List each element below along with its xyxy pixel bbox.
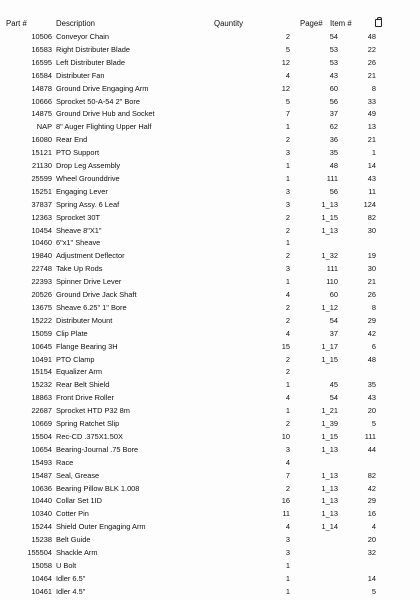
item-number: 21 — [367, 277, 376, 287]
table-row — [0, 573, 420, 585]
table-row — [0, 392, 420, 404]
description: Distributer Mount — [56, 315, 113, 325]
description: Race — [56, 457, 74, 467]
quantity: 7 — [285, 109, 290, 119]
page-number: 1_13 — [321, 444, 338, 454]
table-row — [0, 263, 420, 275]
item-number: 26 — [367, 57, 376, 67]
table-row — [0, 160, 420, 172]
item-number: 29 — [367, 496, 376, 506]
table-row — [0, 470, 420, 482]
part-number: 14875 — [31, 109, 52, 119]
part-number: 10636 — [31, 483, 52, 493]
item-number: 42 — [367, 328, 376, 338]
cart-icon — [375, 19, 382, 27]
table-row — [0, 44, 420, 56]
part-number: 22748 — [31, 264, 52, 274]
part-number: 155504 — [27, 548, 52, 557]
item-number: 111 — [364, 431, 376, 441]
part-number: 10666 — [31, 96, 52, 106]
item-number: 82 — [367, 470, 376, 480]
page-number: 43 — [329, 70, 338, 80]
part-number: 13675 — [31, 302, 52, 312]
quantity: 2 — [285, 32, 290, 41]
part-number: 10654 — [31, 444, 52, 454]
header-page-number: Page# — [300, 19, 323, 28]
part-number: 10464 — [31, 573, 52, 583]
part-number: 15121 — [31, 148, 52, 158]
quantity: 2 — [285, 251, 290, 261]
header-description: Description — [56, 19, 95, 28]
table-row — [0, 483, 420, 495]
quantity: 2 — [285, 367, 290, 377]
quantity: 4 — [285, 70, 290, 80]
part-number: 12363 — [31, 212, 52, 222]
page-number: 60 — [329, 83, 338, 93]
description: Shield Outer Engaging Arm — [56, 522, 146, 532]
description: Ground Drive Hub and Socket — [56, 109, 155, 119]
description: Left Distributer Blade — [56, 57, 126, 67]
part-number: 10645 — [31, 341, 52, 351]
description: Sheave 8"X1" — [56, 225, 102, 235]
page-number: 110 — [326, 277, 338, 287]
item-number: 48 — [367, 32, 376, 41]
page-number: 56 — [329, 186, 338, 196]
table-row — [0, 225, 420, 237]
item-number: 44 — [367, 444, 376, 454]
quantity: 1 — [285, 560, 290, 570]
description: Sprocket HTD P32 8m — [56, 406, 130, 416]
table-row — [0, 108, 420, 120]
item-number: 26 — [367, 290, 376, 299]
page-number: 111 — [326, 264, 338, 274]
quantity: 1 — [285, 406, 290, 416]
table-row — [0, 173, 420, 185]
part-number: 15059 — [31, 328, 52, 338]
table-row — [0, 250, 420, 262]
part-number: 10440 — [31, 496, 52, 506]
quantity: 15 — [281, 341, 290, 351]
page-number: 111 — [326, 173, 338, 183]
description: Wheel Grounddrive — [56, 173, 120, 183]
quantity: 7 — [285, 470, 290, 480]
description: Spring Ratchet Slip — [56, 419, 120, 428]
table-header — [0, 18, 420, 30]
item-number: 49 — [367, 109, 376, 119]
table-row — [0, 495, 420, 507]
quantity: 1 — [285, 238, 290, 248]
part-number: 15238 — [31, 535, 52, 545]
table-row — [0, 134, 420, 146]
page-number: 1_12 — [321, 302, 338, 312]
description: Distributer Fan — [56, 70, 105, 80]
part-number: 10340 — [31, 509, 52, 519]
page-number: 1_17 — [321, 341, 338, 351]
quantity: 2 — [285, 419, 290, 428]
page-number: 1_13 — [321, 509, 338, 519]
quantity: 3 — [285, 186, 290, 196]
page-number: 54 — [329, 32, 338, 41]
page-number: 1_13 — [321, 470, 338, 480]
item-number: 35 — [367, 380, 376, 390]
description: Take Up Rods — [56, 264, 103, 274]
table-row — [0, 96, 420, 108]
item-number: 43 — [367, 393, 376, 403]
item-number: 30 — [367, 264, 376, 274]
header-quantity: Qauntity — [214, 19, 244, 28]
page-number: 1_39 — [321, 419, 338, 428]
quantity: 2 — [285, 302, 290, 312]
part-number: 14878 — [31, 83, 52, 93]
table-row — [0, 302, 420, 314]
description: Rear Belt Shield — [56, 380, 110, 390]
table-row — [0, 57, 420, 69]
item-number: 16 — [367, 509, 376, 519]
part-number: 10669 — [31, 419, 52, 428]
item-number: 21 — [367, 135, 376, 145]
part-number: 16080 — [31, 135, 52, 145]
page-number: 35 — [329, 148, 338, 158]
item-number: 4 — [371, 522, 376, 532]
description: Ground Drive Engaging Arm — [56, 83, 149, 93]
description: Ground Drive Jack Shaft — [56, 290, 137, 299]
page-number: 1_13 — [321, 483, 338, 493]
table-row — [0, 186, 420, 198]
item-number: 21 — [367, 70, 376, 80]
table-row — [0, 431, 420, 443]
item-number: 42 — [367, 483, 376, 493]
quantity: 2 — [285, 483, 290, 493]
part-number: 18863 — [31, 393, 52, 403]
table-row — [0, 366, 420, 378]
table-row — [0, 354, 420, 366]
quantity: 1 — [285, 277, 290, 287]
quantity: 2 — [285, 225, 290, 235]
table-row — [0, 83, 420, 95]
page-number: 45 — [329, 380, 338, 390]
table-row — [0, 328, 420, 340]
page-number: 54 — [329, 393, 338, 403]
quantity: 5 — [285, 96, 290, 106]
part-number: 16584 — [31, 70, 52, 80]
description: Engaging Lever — [56, 186, 108, 196]
quantity: 4 — [285, 522, 290, 532]
table-row — [0, 70, 420, 82]
item-number: 8 — [371, 302, 376, 312]
header-item-number: Item # — [330, 19, 352, 28]
quantity: 16 — [281, 496, 290, 506]
item-number: 14 — [367, 573, 376, 583]
item-number: 20 — [367, 406, 376, 416]
quantity: 1 — [285, 573, 290, 583]
part-number: 15487 — [31, 470, 52, 480]
item-number: 29 — [367, 315, 376, 325]
quantity: 12 — [281, 57, 290, 67]
part-number: 10454 — [31, 225, 52, 235]
quantity: 5 — [285, 44, 290, 54]
page-number: 1_32 — [321, 251, 338, 261]
quantity: 3 — [285, 148, 290, 158]
quantity: 2 — [285, 135, 290, 145]
table-row — [0, 521, 420, 533]
quantity: 11 — [282, 509, 290, 519]
quantity: 1 — [285, 586, 290, 596]
page-number: 56 — [329, 96, 338, 106]
quantity: 4 — [285, 290, 290, 299]
item-number: 30 — [367, 225, 376, 235]
description: U Bolt — [56, 560, 77, 570]
description: PTO Support — [56, 148, 99, 158]
item-number: 43 — [367, 173, 376, 183]
description: Sprocket 30T — [56, 212, 100, 222]
part-number: 21130 — [31, 161, 52, 170]
page-number: 1_15 — [321, 354, 338, 364]
item-number: 5 — [371, 586, 376, 596]
page-number: 1_14 — [321, 522, 338, 532]
part-number: 16595 — [31, 57, 52, 67]
part-number: NAP — [36, 122, 52, 132]
part-number: 15504 — [31, 431, 52, 441]
page-number: 53 — [329, 44, 338, 54]
table-row — [0, 534, 420, 546]
description: Sprocket 50-A-54 2" Bore — [56, 96, 140, 106]
quantity: 12 — [281, 83, 290, 93]
page-number: 37 — [329, 328, 338, 338]
table-row — [0, 508, 420, 520]
part-number: 19840 — [31, 251, 52, 261]
part-number: 37837 — [31, 199, 52, 209]
part-number: 10491 — [31, 354, 52, 364]
page-number: 53 — [329, 57, 338, 67]
table-row — [0, 560, 420, 572]
quantity: 3 — [285, 264, 290, 274]
item-number: 1 — [371, 148, 376, 158]
description: 6"x1" Sheave — [56, 238, 101, 248]
description: Drop Leg Assembly — [56, 161, 121, 170]
part-number: 15222 — [31, 315, 52, 325]
description: Cotter Pin — [56, 509, 89, 519]
table-row — [0, 547, 420, 559]
quantity: 2 — [285, 354, 290, 364]
description: Collar Set 1ID — [56, 496, 103, 506]
description: Idler 4.5" — [56, 586, 86, 596]
page-number: 54 — [329, 315, 338, 325]
description: Adjustment Deflector — [56, 251, 125, 261]
part-number: 15244 — [31, 522, 52, 532]
part-number: 15232 — [31, 380, 52, 390]
quantity: 1 — [285, 161, 290, 170]
table-row — [0, 147, 420, 159]
item-number: 19 — [367, 251, 376, 261]
item-number: 13 — [367, 122, 376, 132]
part-number: 10460 — [31, 238, 52, 248]
description: Seal, Grease — [56, 470, 100, 480]
description: Bearing Pillow BLK 1.008 — [56, 483, 140, 493]
description: Front Drive Roller — [56, 393, 114, 403]
table-row — [0, 276, 420, 288]
table-row — [0, 31, 420, 43]
item-number: 14 — [367, 161, 376, 170]
quantity: 1 — [285, 122, 290, 132]
description: Rec-CD .375X1.50X — [56, 431, 123, 441]
description: Clip Plate — [56, 328, 88, 338]
quantity: 3 — [285, 199, 290, 209]
description: Right Distributer Blade — [56, 44, 130, 54]
table-row — [0, 457, 420, 469]
table-row — [0, 405, 420, 417]
part-number: 15493 — [31, 457, 52, 467]
part-number: 25599 — [31, 173, 52, 183]
item-number: 124 — [363, 199, 376, 209]
quantity: 3 — [285, 444, 290, 454]
part-number: 15154 — [31, 367, 52, 377]
description: Sheave 6.25" 1" Bore — [56, 302, 127, 312]
quantity: 2 — [285, 212, 290, 222]
part-number: 15251 — [31, 186, 52, 196]
quantity: 10 — [281, 431, 290, 441]
table-row — [0, 586, 420, 598]
table-row — [0, 237, 420, 249]
description: Belt Guide — [56, 535, 91, 545]
quantity: 4 — [285, 457, 290, 467]
item-number: 22 — [367, 44, 376, 54]
item-number: 32 — [367, 548, 376, 557]
quantity: 2 — [285, 315, 290, 325]
page-number: 62 — [329, 122, 338, 132]
table-row — [0, 341, 420, 353]
description: Flange Bearing 3H — [56, 341, 118, 351]
page-number: 1_13 — [321, 225, 338, 235]
description: Spring Assy. 6 Leaf — [56, 199, 120, 209]
quantity: 1 — [285, 173, 290, 183]
table-row — [0, 289, 420, 301]
quantity: 3 — [285, 548, 290, 557]
page-number: 1_15 — [321, 431, 338, 441]
description: Bearing-Journal .75 Bore — [56, 444, 139, 454]
table-row — [0, 199, 420, 211]
table-row — [0, 418, 420, 430]
table-row — [0, 121, 420, 133]
description: Conveyor Chain — [56, 32, 109, 41]
description: PTO Clamp — [56, 354, 95, 364]
description: Spinner Drive Lever — [56, 277, 122, 287]
page-number: 1_21 — [321, 406, 338, 416]
page-number: 36 — [329, 135, 338, 145]
page-number: 48 — [329, 161, 338, 170]
page-number: 1_13 — [321, 496, 338, 506]
part-number: 15058 — [31, 560, 52, 570]
description: 8" Auger Flighting Upper Half — [56, 122, 152, 132]
part-number: 22393 — [31, 277, 52, 287]
quantity: 3 — [285, 535, 290, 545]
item-number: 5 — [371, 419, 376, 428]
part-number: 22687 — [31, 406, 52, 416]
page-number: 1_13 — [321, 199, 338, 209]
part-number: 10506 — [31, 32, 52, 41]
description: Shackle Arm — [56, 548, 98, 557]
table-row — [0, 212, 420, 224]
part-number: 16583 — [31, 44, 52, 54]
item-number: 8 — [371, 83, 376, 93]
quantity: 4 — [285, 328, 290, 338]
table-row — [0, 379, 420, 391]
page-number: 37 — [329, 109, 338, 119]
quantity: 4 — [285, 393, 290, 403]
header-part-number: Part # — [6, 19, 27, 28]
table-row — [0, 315, 420, 327]
description: Rear End — [56, 135, 88, 145]
header-flag — [372, 18, 384, 30]
item-number: 6 — [371, 341, 376, 351]
item-number: 20 — [367, 535, 376, 545]
page-number: 60 — [329, 290, 338, 299]
item-number: 11 — [368, 186, 376, 196]
part-number: 10461 — [31, 586, 52, 596]
page-number: 1_15 — [321, 212, 338, 222]
description: Idler 6.5" — [56, 573, 86, 583]
part-number: 20526 — [31, 290, 52, 299]
description: Equalizer Arm — [56, 367, 103, 377]
item-number: 82 — [367, 212, 376, 222]
item-number: 33 — [367, 96, 376, 106]
quantity: 1 — [285, 380, 290, 390]
item-number: 48 — [367, 354, 376, 364]
table-row — [0, 444, 420, 456]
